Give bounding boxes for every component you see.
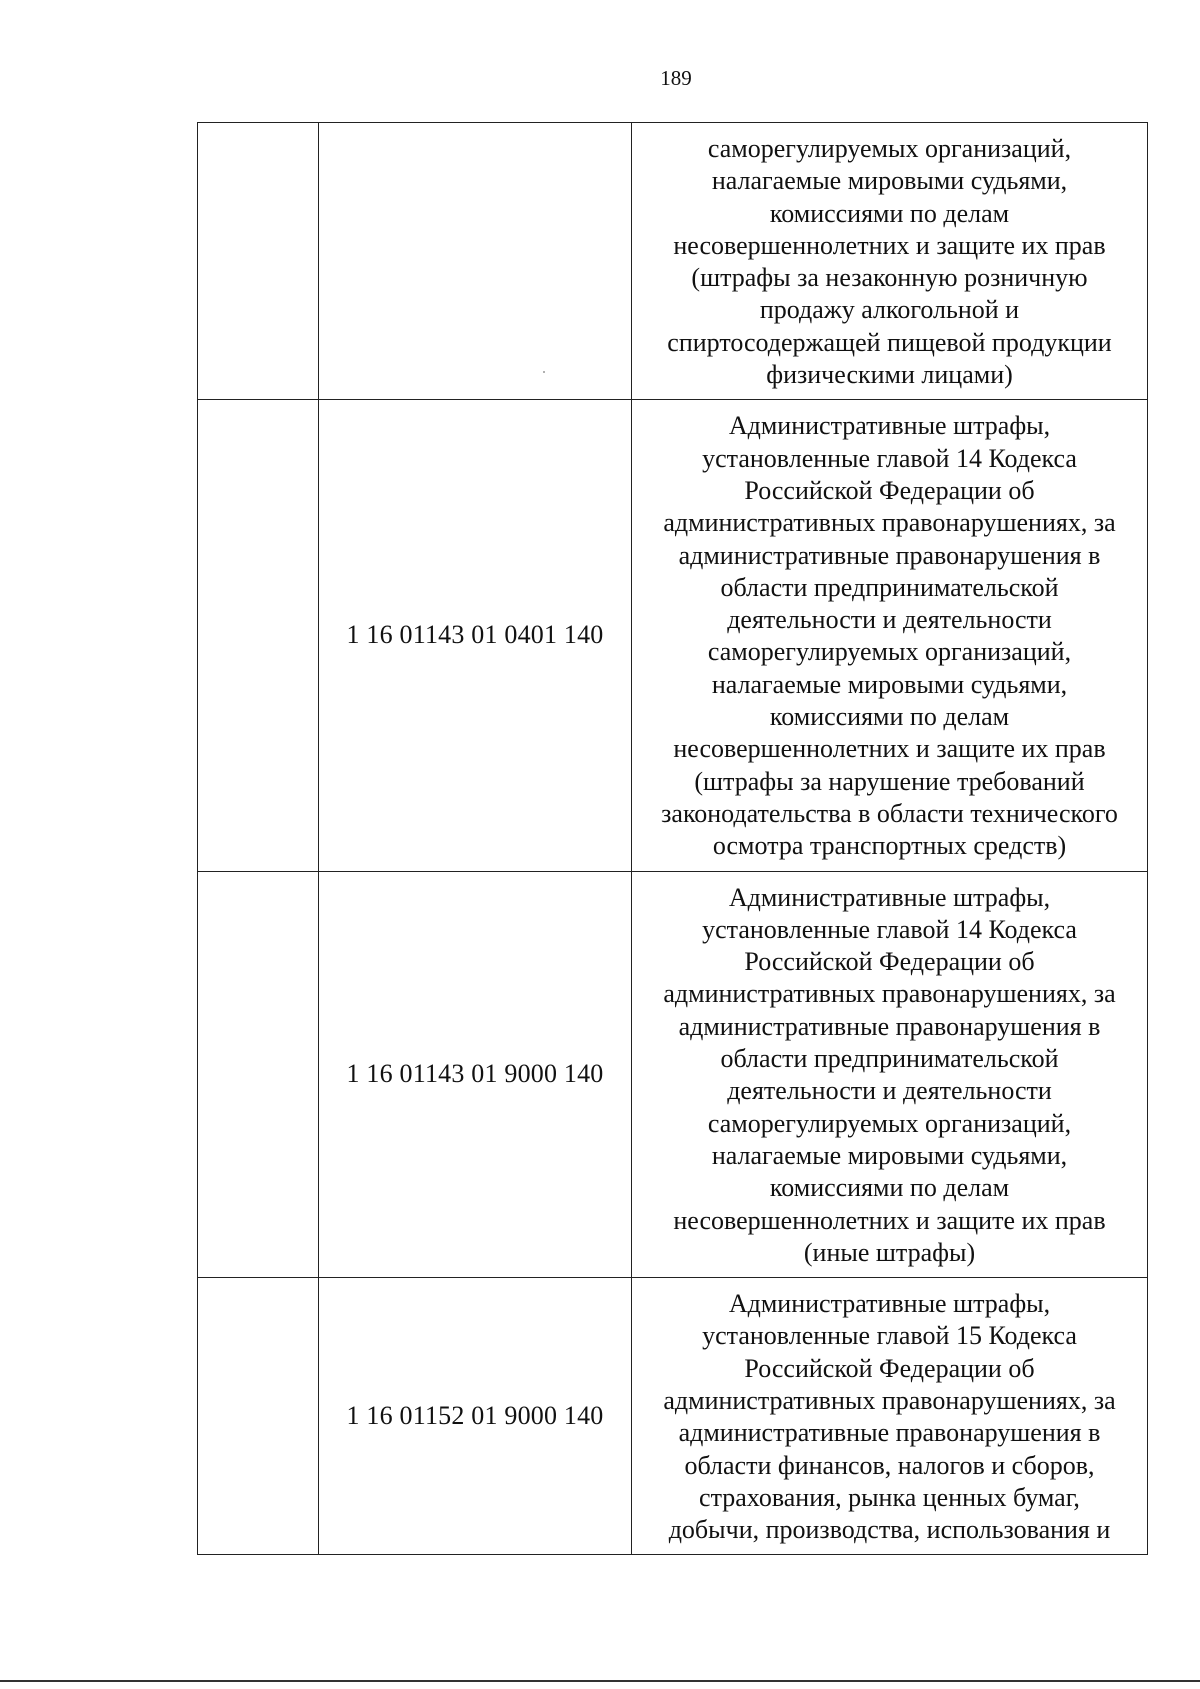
row-number-cell	[198, 123, 319, 400]
description-line: административные правонарушения в	[678, 1011, 1101, 1041]
description-line: (штрафы за нарушение требований	[694, 766, 1085, 796]
description-line: спиртосодержащей пищевой продукции	[667, 327, 1112, 357]
description-line: области предпринимательской	[720, 572, 1059, 602]
description-line: (иные штрафы)	[803, 1237, 976, 1267]
scan-speck	[543, 371, 545, 373]
description-line: налагаемые мировыми судьями,	[711, 669, 1068, 699]
page-number: 189	[660, 66, 692, 90]
description-line: налагаемые мировыми судьями,	[711, 166, 1068, 196]
description-line: несовершеннолетних и защите их прав	[673, 230, 1106, 260]
table-row	[198, 400, 1148, 871]
row-number-cell	[198, 400, 319, 871]
description-line: комиссиями по делам	[769, 198, 1010, 228]
table-row	[198, 871, 1148, 1278]
description-line: административных правонарушениях, за	[663, 508, 1116, 538]
budget-code-cell: 1 16 01152 01 9000 140	[319, 1278, 632, 1555]
description-line: комиссиями по делам	[769, 702, 1010, 732]
description-cell	[632, 1278, 1148, 1555]
description-line: установленные главой 14 Кодекса	[702, 443, 1077, 473]
description-line: саморегулируемых организаций,	[707, 1108, 1072, 1138]
description-line: административных правонарушениях, за	[663, 979, 1116, 1009]
description-line: установленные главой 14 Кодекса	[702, 914, 1077, 944]
description-cell	[632, 871, 1148, 1278]
description-line: саморегулируемых организаций,	[707, 134, 1072, 163]
description-cell	[632, 400, 1148, 871]
description-line: налагаемые мировыми судьями,	[711, 1140, 1068, 1170]
description-line: осмотра транспортных средств)	[712, 831, 1067, 861]
budget-code-cell	[319, 123, 632, 400]
description-line: несовершеннолетних и защите их прав	[673, 1205, 1106, 1235]
description-line: Административные штрафы,	[728, 411, 1051, 441]
page-bottom-rule	[0, 1680, 1200, 1682]
description-line: несовершеннолетних и защите их прав	[673, 734, 1106, 764]
description-line: комиссиями по делам	[769, 1173, 1010, 1203]
row-number-cell	[198, 871, 319, 1278]
description-line: Российской Федерации об	[744, 947, 1035, 977]
description-line: административные правонарушения в	[678, 540, 1101, 570]
budget-codes-table	[197, 122, 1148, 1555]
table-row	[198, 123, 1148, 400]
budget-code-cell: 1 16 01143 01 0401 140	[319, 400, 632, 871]
description-line: установленные главой 15 Кодекса	[702, 1321, 1077, 1351]
description-line: административных правонарушениях, за	[663, 1385, 1116, 1415]
description-line: продажу алкогольной и	[759, 295, 1020, 325]
description-line: Административные штрафы,	[728, 882, 1051, 912]
description-line: страхования, рынка ценных бумаг,	[699, 1482, 1080, 1512]
description-line: деятельности и деятельности	[727, 1076, 1052, 1106]
row-number-cell	[198, 1278, 319, 1555]
description-line: Административные штрафы,	[728, 1289, 1051, 1319]
description-line: Российской Федерации об	[744, 475, 1035, 505]
description-line: деятельности и деятельности	[727, 605, 1052, 635]
table-body	[198, 123, 1148, 1555]
description-line: физическими лицами)	[766, 360, 1013, 390]
budget-code-cell: 1 16 01143 01 9000 140	[319, 871, 632, 1278]
description-line: добычи, производства, использования и	[668, 1515, 1111, 1545]
description-line: области предпринимательской	[720, 1044, 1059, 1074]
description-line: административные правонарушения в	[678, 1418, 1101, 1448]
description-line: законодательства в области технического	[661, 798, 1118, 828]
description-line: (штрафы за незаконную розничную	[691, 263, 1088, 293]
description-line: саморегулируемых организаций,	[707, 637, 1072, 667]
table-row	[198, 1278, 1148, 1555]
description-line: Российской Федерации об	[744, 1353, 1035, 1383]
description-cell	[632, 123, 1148, 400]
description-line: области финансов, налогов и сборов,	[684, 1450, 1095, 1480]
